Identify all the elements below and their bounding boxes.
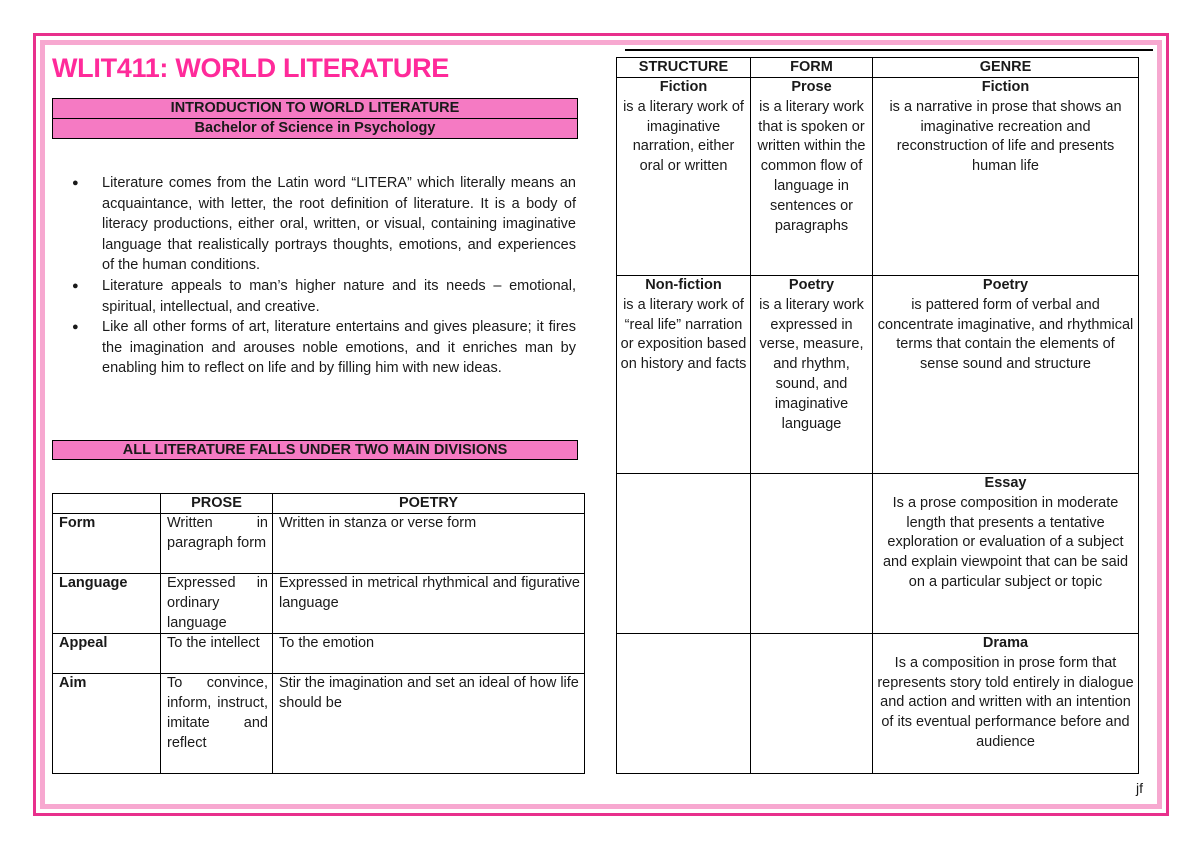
cell-body: is a literary work of imaginative narration, either oral or written: [623, 98, 744, 175]
table-row: [617, 634, 1139, 774]
row-label: Language: [53, 574, 161, 634]
table-header-cell: FORM: [751, 58, 873, 78]
cell-body: is a literary work of “real life” narration or exposition based on history and facts: [620, 296, 747, 373]
table-row: [617, 276, 1139, 474]
page-title: WLIT411: WORLD LITERATURE: [52, 53, 449, 83]
structure-cell-empty: [617, 634, 751, 774]
form-cell: [751, 78, 873, 276]
footer-initials: jf: [1136, 780, 1143, 796]
cell-heading: Essay: [984, 475, 1027, 491]
cell-body: is a literary work expressed in verse, measure, and rhythm, sound, and imaginative language: [759, 296, 864, 432]
list-item: ● Like all other forms of art, literature entertains and gives pleasure; it fires the imagination and arouses noble emotions, and it enriches man by enabling him to reflect on life and by filling him with new ideas.: [72, 317, 576, 379]
row-label: Form: [53, 514, 161, 574]
table-row: [617, 474, 1139, 634]
cell-heading: Drama: [982, 635, 1029, 651]
table-row: [617, 78, 1139, 276]
form-cell-empty: [751, 634, 873, 774]
table-header-row: [617, 58, 1139, 78]
cell-heading: Non-fiction: [645, 277, 722, 293]
prose-cell: To the intellect: [161, 634, 273, 674]
divisions-banner: ALL LITERATURE FALLS UNDER TWO MAIN DIVISIONS: [52, 440, 578, 460]
cell-body: Is a prose composition in moderate length that presents a tentative exploration or evaluation of a subject and explain viewpoint that can be said on a particular subject or topic: [882, 494, 1129, 590]
genre-cell: [873, 78, 1139, 276]
cell-body: is a literary work that is spoken or written within the common flow of language in sentences or paragraphs: [757, 98, 866, 234]
cell-heading: Fiction: [981, 79, 1030, 95]
row-label: Appeal: [53, 634, 161, 674]
form-cell-empty: [751, 474, 873, 634]
row-label: Aim: [53, 674, 161, 774]
header-rule: [625, 49, 1153, 51]
intro-banner-heading: INTRODUCTION TO WORLD LITERATURE: [170, 100, 460, 116]
table-header-row: [53, 494, 585, 514]
structure-form-genre-table: [616, 57, 1139, 774]
intro-banner-program: Bachelor of Science in Psychology: [53, 118, 577, 138]
table-header-cell: [53, 494, 161, 514]
cell-body: is pattered form of verbal and concentrate imaginative, and rhythmical terms that contain the elements of sense sound and structure: [877, 296, 1134, 373]
prose-cell: Written in paragraph form: [161, 514, 273, 574]
prose-poetry-table: [52, 493, 585, 774]
list-item: ● Literature appeals to man’s higher nature and its needs – emotional, spiritual, intellectual, and creative.: [72, 276, 576, 317]
genre-cell: [873, 634, 1139, 774]
table-row: [53, 634, 585, 674]
poetry-cell: To the emotion: [273, 634, 585, 674]
table-header-cell: PROSE: [161, 494, 273, 514]
poetry-cell: Expressed in metrical rhythmical and figurative language: [273, 574, 585, 634]
cell-body: Is a composition in prose form that represents story told entirely in dialogue and action and written with an intention of its eventual performance before and audience: [877, 654, 1134, 750]
list-item: ● Literature comes from the Latin word “LITERA” which literally means an acquaintance, with letter, the root definition of literature. It is a body of literacy productions, either oral, written, or visual, containing imaginative language that realistically portrays thoughts, emotions, and experiences of the human conditions.: [72, 173, 576, 276]
genre-cell: [873, 474, 1139, 634]
table-row: [53, 674, 585, 774]
intro-banner: [52, 98, 578, 139]
poetry-cell: Stir the imagination and set an ideal of how life should be: [273, 674, 585, 774]
cell-heading: Prose: [791, 79, 832, 95]
prose-cell: Expressed in ordinary language: [161, 574, 273, 634]
cell-heading: Poetry: [982, 277, 1029, 293]
table-header-cell: POETRY: [273, 494, 585, 514]
cell-body: is a narrative in prose that shows an imaginative recreation and reconstruction of life and presents human life: [889, 98, 1122, 175]
table-row: [53, 574, 585, 634]
literature-bullet-list: [72, 173, 576, 379]
table-row: [53, 514, 585, 574]
structure-cell: [617, 78, 751, 276]
structure-cell: [617, 276, 751, 474]
poetry-cell: Written in stanza or verse form: [273, 514, 585, 574]
structure-cell-empty: [617, 474, 751, 634]
genre-cell: [873, 276, 1139, 474]
table-header-cell: STRUCTURE: [617, 58, 751, 78]
cell-heading: Fiction: [659, 79, 708, 95]
cell-heading: Poetry: [788, 277, 835, 293]
prose-cell: To convince, inform, instruct, imitate and reflect: [161, 674, 273, 774]
form-cell: [751, 276, 873, 474]
table-header-cell: GENRE: [873, 58, 1139, 78]
